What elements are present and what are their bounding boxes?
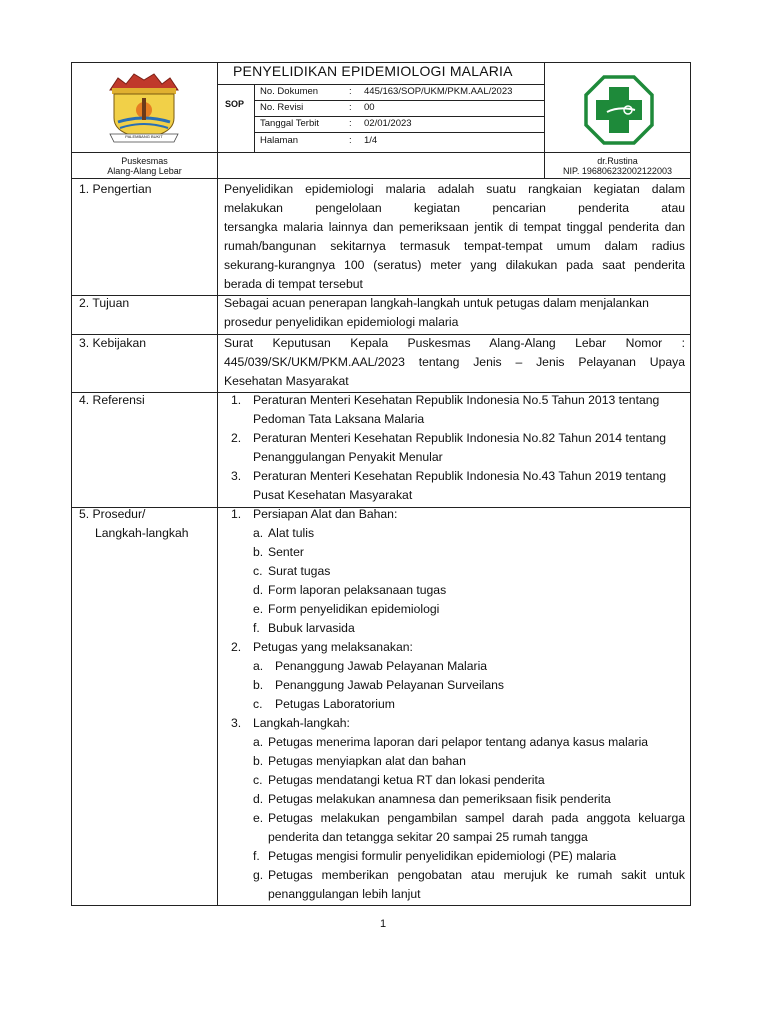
item-letter: f.	[253, 621, 260, 635]
item-text: Petugas melakukan pengambilan sampel darah pada anggota keluarga	[268, 811, 685, 825]
meta-label: Halaman	[260, 135, 299, 146]
meta-label: No. Revisi	[260, 102, 304, 113]
item-text: Petugas melakukan anamnesa dan pemeriksaan fisik penderita	[268, 792, 611, 806]
meta-value: 1/4	[364, 135, 378, 146]
item-text: Surat tugas	[268, 564, 331, 578]
list-item	[253, 600, 687, 619]
text-line: Sebagai acuan penerapan langkah-langkah untuk petugas dalam menjalankan	[224, 296, 649, 310]
signer-nip: NIP. 196806232002122003	[563, 166, 672, 176]
list-text: Peraturan Menteri Kesehatan Republik Indonesia No.82 Tahun 2014 tentang	[253, 431, 667, 445]
regional-logo	[104, 70, 184, 146]
meta-separator: :	[349, 135, 352, 146]
section-label-prosedur: 5. Prosedur/	[79, 507, 146, 521]
list-item	[253, 847, 685, 866]
item-text: penderita dan tetangga sekitar 20 sampai 25 rumah tangga	[268, 830, 588, 844]
list-item	[253, 733, 685, 752]
item-text: Petugas mengisi formulir penyelidikan epidemiologi (PE) malaria	[268, 849, 617, 863]
signer-name: dr.Rustina	[597, 156, 638, 166]
item-letter: g.	[253, 868, 264, 882]
item-text: Petugas mendatangi ketua RT dan lokasi penderita	[268, 773, 545, 787]
item-letter: a.	[253, 526, 264, 540]
referensi-list	[231, 391, 687, 505]
meta-separator: :	[349, 86, 352, 97]
item-text: Form penyelidikan epidemiologi	[268, 602, 440, 616]
tujuan-text	[224, 294, 685, 332]
sop-label: SOP	[225, 99, 245, 109]
list-text: Peraturan Menteri Kesehatan Republik Indonesia No.43 Tahun 2019 tentang	[253, 469, 667, 483]
pengertian-text	[224, 180, 685, 294]
meta-value: 00	[364, 102, 375, 113]
page-number: 1	[380, 918, 387, 930]
text-line: berada di tempat tersebut	[224, 277, 363, 291]
meta-separator: :	[349, 118, 352, 129]
group-heading	[231, 505, 687, 524]
sub-list	[231, 524, 687, 638]
sub-list	[231, 733, 685, 904]
list-text: Pedoman Tata Laksana Malaria	[253, 412, 425, 426]
puskesmas-logo	[583, 74, 655, 146]
item-text: Alat tulis	[268, 526, 315, 540]
list-item	[231, 467, 687, 505]
list-item	[253, 581, 687, 600]
item-text: Petugas Laboratorium	[275, 697, 395, 711]
text-line: Kesehatan Masyarakat	[224, 374, 349, 388]
org-unit: Alang-Alang Lebar	[107, 166, 182, 176]
list-item	[253, 695, 687, 714]
item-text: Bubuk larvasida	[268, 621, 355, 635]
list-text: Pusat Kesehatan Masyarakat	[253, 488, 413, 502]
item-text: Penanggung Jawab Pelayanan Malaria	[275, 659, 488, 673]
list-item	[253, 524, 687, 543]
item-letter: c.	[253, 773, 263, 787]
meta-label: No. Dokumen	[260, 86, 319, 97]
group-title: Persiapan Alat dan Bahan:	[253, 507, 398, 521]
item-text: Petugas menyiapkan alat dan bahan	[268, 754, 466, 768]
group-heading	[231, 714, 687, 733]
section-label-tujuan: 2. Tujuan	[79, 296, 130, 310]
list-item	[253, 771, 685, 790]
list-item	[253, 619, 687, 638]
item-letter: e.	[253, 602, 264, 616]
group-number: 2.	[231, 640, 242, 654]
item-letter: c.	[253, 564, 263, 578]
item-letter: b.	[253, 545, 264, 559]
item-text: Form laporan pelaksanaan tugas	[268, 583, 447, 597]
kebijakan-text	[224, 334, 685, 391]
list-number: 1.	[231, 393, 242, 407]
item-text: Senter	[268, 545, 304, 559]
item-letter: f.	[253, 849, 260, 863]
text-line: melakukan pengelolaan kegiatan pencarian penderita atau	[224, 201, 685, 215]
list-item	[253, 790, 685, 809]
list-text: Peraturan Menteri Kesehatan Republik Indonesia No.5 Tahun 2013 tentang	[253, 393, 660, 407]
org-name: Puskesmas	[121, 156, 168, 166]
group-number: 1.	[231, 507, 242, 521]
list-item	[253, 752, 685, 771]
list-item	[253, 657, 687, 676]
item-text: penanggulangan lebih lanjut	[268, 887, 421, 901]
text-line: Surat Keputusan Kepala Puskesmas Alang-Alang Lebar Nomor :	[224, 336, 685, 350]
prosedur-list	[231, 505, 687, 904]
item-letter: a.	[253, 659, 264, 673]
group-title: Langkah-langkah:	[253, 716, 350, 730]
item-letter: c.	[253, 697, 263, 711]
list-number: 2.	[231, 431, 242, 445]
meta-separator: :	[349, 102, 352, 113]
item-letter: e.	[253, 811, 264, 825]
item-text: Petugas menerima laporan dari pelapor tentang adanya kasus malaria	[268, 735, 649, 749]
list-item	[253, 809, 685, 847]
text-line: tersangka malaria lainnya dan pemeriksaan jentik di tempat tinggal penderita dan	[224, 220, 685, 234]
sub-list	[231, 657, 687, 714]
item-letter: b.	[253, 678, 264, 692]
meta-value: 445/163/SOP/UKM/PKM.AAL/2023	[364, 86, 513, 97]
text-line: Penyelidikan epidemiologi malaria adalah suatu rangkaian kegiatan dalam	[224, 182, 685, 196]
item-letter: d.	[253, 792, 264, 806]
regional-logo-text: PALEMBANG BUKIT	[125, 134, 163, 139]
meta-value: 02/01/2023	[364, 118, 412, 129]
list-number: 3.	[231, 469, 242, 483]
meta-label: Tanggal Terbit	[260, 118, 319, 129]
text-line: prosedur penyelidikan epidemiologi malaria	[224, 315, 459, 329]
section-label-kebijakan: 3. Kebijakan	[79, 336, 147, 350]
text-line: rumah/bangunan sekitarnya termasuk tempat-tempat umum dalam radius	[224, 239, 685, 253]
text-line: sekurang-kurangnya 100 (seratus) meter yang dilakukan pada saat penderita	[224, 258, 685, 272]
item-letter: b.	[253, 754, 264, 768]
group-title: Petugas yang melaksanakan:	[253, 640, 413, 654]
item-letter: a.	[253, 735, 264, 749]
list-item	[231, 429, 687, 467]
list-item	[253, 543, 687, 562]
list-item	[231, 391, 687, 429]
item-text: Petugas memberikan pengobatan atau merujuk ke rumah sakit untuk	[268, 868, 685, 882]
list-item	[253, 866, 685, 904]
list-text: Penanggulangan Penyakit Menular	[253, 450, 443, 464]
item-text: Penanggung Jawab Pelayanan Surveilans	[275, 678, 505, 692]
group-number: 3.	[231, 716, 242, 730]
section-label-referensi: 4. Referensi	[79, 393, 145, 407]
group-heading	[231, 638, 687, 657]
document-title: PENYELIDIKAN EPIDEMIOLOGI MALARIA	[233, 63, 513, 79]
text-line: 445/039/SK/UKM/PKM.AAL/2023 tentang Jenis – Jenis Pelayanan Upaya	[224, 355, 685, 369]
list-item	[253, 562, 687, 581]
section-label-pengertian: 1. Pengertian	[79, 182, 152, 196]
section-label-langkah: Langkah-langkah	[95, 526, 189, 540]
list-item	[253, 676, 687, 695]
item-letter: d.	[253, 583, 264, 597]
